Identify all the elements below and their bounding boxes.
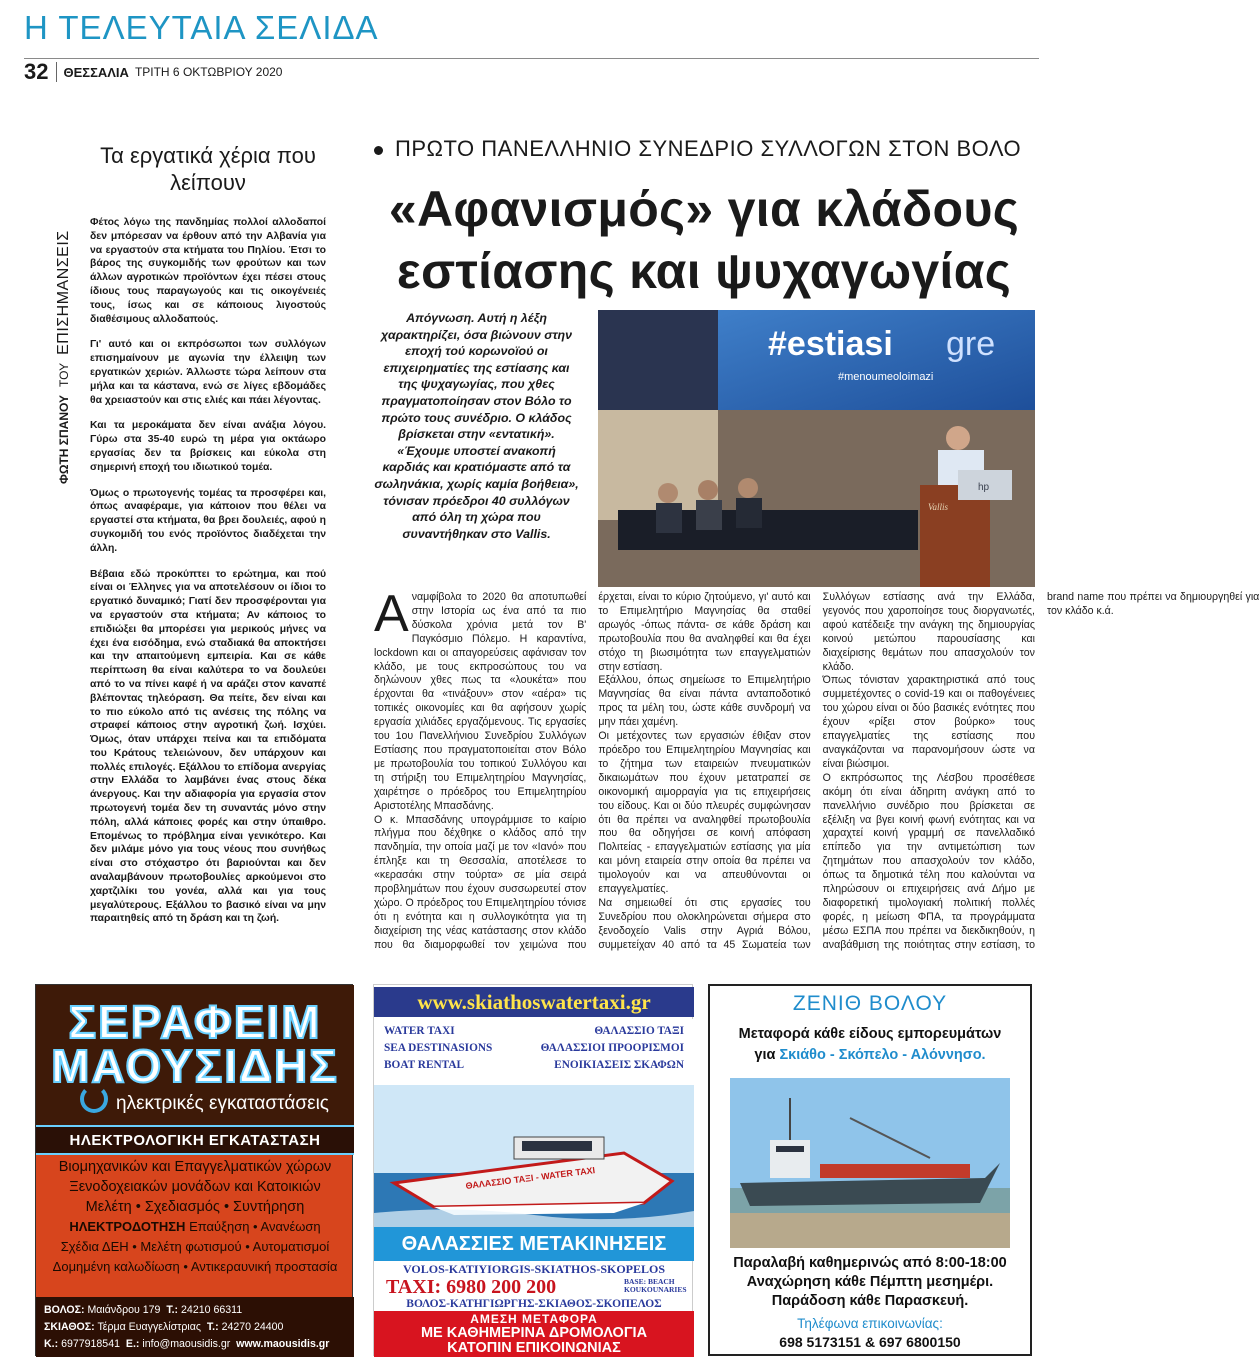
article-paragraph: Οι μετέχοντες των εργασιών έθιξαν στον πρόεδρο του Επιμελητηρίου Μαγνησίας και το ζήτημα των εταιρειών πνευματικών δικαιωμάτων που έχουν μετατραπεί σε οικονομική αιμορραγία για τις επιχειρήσεις του είδους. Και οι δύο πλευρές συμφώνησαν ότι θα πρέπει να αναληφθεί πρωτοβουλία που θα οδηγήσει σε κοινή απόφαση Πολιτείας - επαγγελματιών εστίασης για μία και μόνη εταιρεία στην οποία θα πρέπει να τιμολογούν και να απευθύνονται οι επαγγελματίες. — [598, 730, 811, 896]
ad2-services — [374, 1019, 694, 1085]
ad2-base-line: KOUKOUNARIES — [624, 1285, 687, 1294]
ad2-services-gr — [541, 1023, 684, 1081]
bullet-icon — [374, 146, 383, 155]
article-paragraph: Όπως τόνισταν χαρακτηριστικά από τους συμμετέχοντες ο covid-19 και οι παθογένειες του χώρου είναι οι δύο βασικές ενότητες που έχουν «ρίξει στον βούρκο» τους επαγγελματίες της εστίασης που αναγκάζονται να παρανομήσουν ώστε να είναι βιώσιμοι. — [822, 674, 1035, 770]
ad2-route-gr: ΒΟΛΟΣ-ΚΑΤΗΓΙΩΡΓΗΣ-ΣΚΙΑΘΟΣ-ΣΚΟΠΕΛΟΣ — [406, 1298, 662, 1310]
article-lead: Απόγνωση. Αυτή η λέξη χαρακτηρίζει, όσα βιώνουν στην εποχή τού κορωνοϊού οι επιχειρηματίες της εστίασης και της ψυχαγωγίας, που χθες πραγματοποίησαν στον Βόλο το πρώτο τους συνέδριο. Ο κλάδος βρίσκεται στην «εντατική». «Έχουμε υποστεί ανακοπή καρδιάς και κρατιόμαστε από τα σωληνάκια, χωρίς καμία βοήθεια», τόνισαν πρόεδροι 40 συλλόγων από όλη τη χώρα που συναντήθηκαν στο Vallis. — [374, 311, 579, 541]
ad-water-taxi — [373, 984, 693, 1356]
paper-name: ΘΕΣΣΑΛΙΑ — [63, 64, 129, 80]
article-headline — [374, 178, 1034, 302]
ad2-service: ΕΝΟΙΚΙΑΣΕΙΣ ΣΚΑΦΩΝ — [554, 1059, 684, 1071]
ad1-service-line: Σχέδια ΔΕΗ • Μελέτη φωτισμού • Αυτοματισμοί — [60, 1239, 330, 1254]
ad1-service-line: Βιομηχανικών και Επαγγελματικών χώρων — [58, 1159, 332, 1175]
ad1-service-line: Δομημένη καλωδίωση • Αντικεραυνική προστασία — [52, 1259, 338, 1274]
ad1-name-line1: ΣΕΡΑΦΕΙΜ — [68, 996, 322, 1048]
screen-subhashtag: #menoumeoloimazi — [838, 371, 934, 383]
ad1-service-line — [36, 1217, 354, 1237]
ad1-contact-line: Κ.: 6977918541 Ε.: info@maousidis.gr www.maousidis.gr — [44, 1338, 330, 1350]
boat-text: ΘΑΛΑΣΣΙΟ ΤΑΞΙ - WATER TAXI — [465, 1165, 596, 1191]
ad3-info-line: Παραλαβή καθημερινώς από 8:00-18:00 — [733, 1255, 1007, 1271]
byline-by: ΤΟΥ — [57, 362, 71, 387]
page-number: 32 — [24, 59, 49, 84]
ad2-service: SEA DESTINASIONS — [384, 1042, 493, 1054]
ad1-contact-line: ΒΟΛΟΣ: Μαιάνδρου 179 Τ.: 24210 66311 — [44, 1304, 243, 1316]
ad1-contact — [36, 1297, 354, 1357]
ad3-info-line: Παράδοση κάθε Παρασκευή. — [771, 1293, 969, 1309]
ad2-url: www.skiathoswatertaxi.gr — [374, 987, 694, 1017]
header-rule — [24, 58, 1039, 59]
headline-line: «Αφανισμός» για κλάδους — [388, 181, 1020, 237]
ad3-info-line: Αναχώρηση κάθε Πέμπτη μεσημέρι. — [746, 1274, 994, 1290]
opinion-paragraph: Και τα μεροκάματα δεν είναι ανάξια λόγου. Γύρω στα 35-40 ευρώ τη μέρα για οκτάωρο εργασίας δεν τα βρίσκεις και εύκολα στη σημερινή εποχή του ιδιωτικού τομέα. — [90, 420, 326, 473]
folio-separator — [56, 62, 57, 82]
page-header — [24, 8, 1039, 84]
ad-zenith — [708, 984, 1032, 1356]
ad1-services — [36, 1157, 354, 1277]
kicker-text: ΠΡΩΤΟ ΠΑΝΕΛΛΗΝΙΟ ΣΥΝΕΔΡΙΟ ΣΥΛΛΟΓΩΝ ΣΤΟΝ ΒΟΛΟ — [395, 136, 1022, 161]
ad2-bottom-line: ΜΕ ΚΑΘΗΜΕΡΙΝΑ ΔΡΟΜΟΛΟΓΙΑ — [420, 1325, 648, 1341]
ad2-taxi-phone: TAXI: 6980 200 200 — [386, 1276, 557, 1298]
opinion-paragraph: Γι' αυτό και οι εκπρόσωποι των συλλόγων επισημαίνουν με αγωνία την έλλειψη των εργατικών χεριών. Άλλωστε τώρα λείπουν στα μήλα και τα κάστανα, ενώ σε λίγες εβδομάδες θα χρειαστούν και στις ελιές και πάει λέγοντας. — [90, 339, 326, 406]
headline-line: εστίασης και ψυχαγωγίας — [396, 243, 1012, 299]
ad2-service: WATER TAXI — [384, 1025, 455, 1037]
ad1-band: ΗΛΕΚΤΡΟΛΟΓΙΚΗ ΕΓΚΑΤΑΣΤΑΣΗ — [36, 1125, 354, 1155]
ship-photo — [730, 1078, 1010, 1248]
ad3-destinations: Σκιάθο - Σκόπελο - Αλόννησο. — [779, 1047, 986, 1063]
ad2-bottom-line: ΑΜΕΣΗ ΜΕΤΑΦΟΡΑ — [470, 1312, 598, 1326]
ad3-phones: 698 5173151 & 697 6800150 — [779, 1334, 961, 1350]
opinion-paragraph: Όμως ο πρωτογενής τομέας τα προσφέρει και, όπως αναφέραμε, για κάποιον που θέλει να εργαστεί στα κτήματα, θα βρει δουλειές, αφού η συγκομιδή του ενός προϊόντος διαδέχεται την άλλη. — [90, 487, 326, 554]
ad1-service-rest: Επαύξηση • Ανανέωση — [185, 1219, 321, 1234]
article-paragraph — [374, 585, 587, 814]
plug-logo-icon — [80, 1085, 108, 1113]
ad3-text — [710, 1024, 1030, 1066]
ad1-service-line: Μελέτη • Σχεδιασμός • Συντήρηση — [85, 1199, 305, 1215]
ad-electrician — [35, 984, 353, 1356]
ad2-base-line: BASE: BEACH — [624, 1277, 675, 1286]
article-paragraph: Ο εκπρόσωπος της Λέσβου προσέθεσε ακόμη ότι είναι άδηριτη ανάγκη από το πανελλήνιο συνέδριο που βρίσκεται σε εξέλιξη να βγει κοινή φωνή ενότητας και να χαραχτεί κοινή γραμμή σε πανελλαδικό επίπεδο για την αντιμετώπιση των ζητημάτων που απασχολούν τον κλάδο, όπως τα δημοτικά τέλη που καλούνται να πληρώσουν οι επιχειρήσεις ανά Δήμο με διαφορετική τιμολογιακή πολιτική πολλές φορές, η μείωση ΦΠΑ, τα προγράμματα μέσω ΕΣΠΑ που πρέπει να διεκδικηθούν, η αναβάθμιση της ποιότητας στην εστίαση, το brand name που πρέπει να δημιουργηθεί για τον κλάδο κ.ά. — [822, 591, 1259, 951]
ad2-service: BOAT RENTAL — [384, 1059, 465, 1071]
boat-photo — [374, 1085, 694, 1231]
laptop-brand: hp — [978, 482, 990, 493]
ad1-service-line: Ξενοδοχειακών μονάδων και Κατοικιών — [69, 1179, 321, 1195]
ship-illustration — [730, 1078, 1010, 1248]
ad3-title: ΖΕΝΙΘ ΒΟΛΟΥ — [792, 992, 948, 1015]
conference-photo — [598, 310, 1035, 587]
ad2-bottom — [374, 1311, 694, 1357]
ad1-contact-line: ΣΚΙΑΘΟΣ: Τέρμα Ευαγγελίστριας Τ.: 24270 24400 — [44, 1321, 284, 1333]
ad1-name-line2: ΜΑΟΥΣΙΔΗΣ — [51, 1040, 339, 1092]
ad2-service: ΘΑΛΑΣΣΙΟ ΤΑΞΙ — [594, 1025, 684, 1037]
article-paragraph-text: ναμφίβολα το 2020 θα αποτυπωθεί στην Ιστορία ως ένα από τα πιο δύσκολα χρόνια μετά τον Β' Παγκόσμιο Πόλεμο. Η καραντίνα, lockdown και οι απαγορεύσεις αφάνισαν τον κλάδο, με τους εκπροσώπους του να δηλώνουν χθες πως τα «λουκέτα» που έρχονται θα «τινάξουν» στον «αέρα» τις τοπικές οικονομίες και θα αφήσουν χωρίς εργασία χιλιάδες εργαζόμενους. Τις εργασίες του 1ου Πανελλήνιου Συνεδρίου Συλλόγων Εστίασης που πραγματοποιείται στον Βόλο με πρωτοβουλία του τοπικού Συλλόγου και τη στήριξη του Επιμελητηρίου Μαγνησίας, χαιρέτησε ο πρόεδρος του Επιμελητηρίου Αριστοτέλης Μπασδάνης. — [374, 591, 587, 812]
ad1-subtitle: ηλεκτρικές εγκαταστάσεις — [116, 1093, 329, 1114]
ad2-service: ΘΑΛΑΣΣΙΟΙ ΠΡΟΟΡΙΣΜΟΙ — [540, 1042, 684, 1054]
article-kicker — [374, 136, 1034, 162]
conference-photo-illustration — [598, 310, 1035, 587]
opinion-paragraph: Φέτος λόγω της πανδημίας πολλοί αλλοδαποί δεν μπόρεσαν να έρθουν από την Αλβανία για να εργαστούν στα κτήματα του Πηλίου. Έτσι το βάρος της συγκομιδής των φρούτων και των άλλων αγροτικών προϊόντων έχει πέσει στους ίδιους τους παραγωγούς και τις οικογένειές τους, ίσως και σε κάποιους λιγοστούς διαθέσιμους αλλοδαπούς. — [90, 217, 326, 325]
boat-illustration — [374, 1085, 694, 1231]
ad3-text-line: Μεταφορά κάθε είδους εμπορευμάτων — [738, 1026, 1002, 1042]
article-paragraph: Εξάλλου, όπως σημείωσε το Επιμελητήριο Μαγνησίας θα είναι πάντα ανταποδοτικό προς τα μέλη του, ώστε κάθε συνδρομή να μην πάει χαμένη. — [598, 674, 811, 729]
ad2-bottom-line: ΚΑΤΟΠΙΝ ΕΠΙΚΟΙΝΩΝΙΑΣ — [447, 1340, 621, 1356]
ad3-phones-label: Τηλέφωνα επικοινωνίας: — [797, 1316, 943, 1331]
article-body — [374, 585, 1259, 958]
opinion-byline — [48, 214, 80, 484]
byline-column-name: ΕΠΙΣΗΜΑΝΣΕΙΣ — [55, 230, 72, 355]
issue-date: ΤΡΙΤΗ 6 ΟΚΤΩΒΡΙΟΥ 2020 — [134, 65, 283, 79]
ad1-service-bold: ΗΛΕΚΤΡΟΔΟΤΗΣΗ — [69, 1219, 186, 1234]
opinion-headline: Τα εργατικά χέρια που λείπουν — [100, 143, 316, 195]
opinion-column — [90, 142, 326, 938]
podium-label: Vallis — [928, 502, 949, 512]
ad2-base — [624, 1278, 687, 1294]
ad3-text-line: για Σκιάθο - Σκόπελο - Αλόννησο. — [754, 1047, 986, 1063]
byline-author: ΦΩΤΗ ΣΠΑΝΟΥ — [57, 394, 71, 484]
ad2-band: ΘΑΛΑΣΣΙΕΣ ΜΕΤΑΚΙΝΗΣΕΙΣ — [374, 1227, 694, 1261]
article-paragraph: Να σημειωθεί ότι στις εργασίες του Συνεδρίου που ολοκληρώνεται σήμερα στο ξενοδοχείο Valis στην Αγριά Βόλου, συμμετείχαν 40 από τα 45 Σωματεία των Συλλόγων εστίασης ανά την Ελλάδα, γεγονός που χαροποίησε τους διοργανωτές, αφού κατέδειξε την ανάγκη της δημιουργίας κοινού μετώπου παρουσίασης και διαχείρισης θεμάτων που απασχολούν τον κλάδο. — [598, 591, 1035, 951]
ad3-info — [710, 1254, 1030, 1311]
opinion-paragraph: Βέβαια εδώ προκύπτει το ερώτημα, και πού είναι οι Έλληνες για να αποτελέσουν οι ίδιοι το εργατικό δυναμικό; Γιατί δεν προσφέρονται για να εργαστούν στα κτήματα; Αν κάποιος το επιδιώξει θα μπορέσει για μερικούς μήνες να έχει ένα εισόδημα, ενώ σταδιακά θα αποκτήσει και την απαιτούμενη εμπειρία. Και σε κάθε περίπτωση θα είναι καλύτερα το να δουλεύει από το να πίνει καφέ ή να αράζει στον καναπέ βλέποντας τηλεόραση. Θα πείτε, δεν είναι και το πιο εύκολο από τις ανέσεις της πόλης να στραφεί κάποιος στην αγροτική ζωή. Ισχύει. Όμως, όταν υπάρχει πείνα και τα επιδόματα του Κράτους τελειώνουν, δεν υπάρχουν και πολλές επιλογές. Εξάλλου το επίδομα ανεργίας στην Ελλάδα το λαμβάνει ένας στους δέκα άνεργους. Και την αδιαφορία για εργασία στον πρωτογενή τομέα δεν τη συναντάς μόνο στην πόλη, αλλά κάποιες φορές και στην ύπαιθρο. Επομένως το πρόβλημα είναι γενικότερο. Και δεν μιλάμε μόνο για τους νέους που συνήθως είναι στο στόχαστρο ότι βαριούνται και δεν αναλαμβάνουν πρωτοβουλίες αρκούμενοι στο χαρτζιλίκι του γονέα, αλλά και για τους μεγαλύτερους. Εξάλλου το βασικό είναι να μην παραιτηθείς από τη δράση και τη ζωή. — [90, 568, 326, 925]
section-title: Η ΤΕΛΕΥΤΑΙΑ ΣΕΛΙΔΑ — [24, 9, 379, 46]
drop-cap: Α — [374, 585, 409, 643]
screen-hashtag: #estiasi — [768, 325, 893, 363]
folio — [24, 60, 282, 84]
screen-hashtag-suffix: gre — [946, 325, 996, 363]
article-paragraph: Ο κ. Μπασδάνης υπογράμμισε το καίριο πλήγμα που δέχθηκε ο κλάδος από την πανδημία, την οποία μαζί με τον «Ιανό» που έπληξε και τη Θεσσαλία, αποτέλεσε το «κερασάκι στην τούρτα» σε μία σειρά προβλημάτων που έχουν συσσωρευτεί στον χώρο. Ο πρόεδρος του Επιμελητηρίου τόνισε ότι η ενότητα και η συλλογικότητα για τη διαχείριση της νέας κατάστασης στον κλάδο που θα διαμορφωθεί τον χειμώνα που έρχεται, είναι το κύριο ζητούμενο, γι' αυτό και το Επιμελητήριο Μαγνησίας θα σταθεί αρωγός -όπως πάντα- σε κάθε δράση και πρωτοβουλία που θα αναληφθεί και θα έχει στόχο τη βιωσιμότητα των επαγγελματιών στην εστίαση. — [374, 591, 811, 951]
ad2-route-en: VOLOS-KATIYIORGIS-SKIATHOS-SKOPELOS — [402, 1262, 666, 1276]
ad2-services-en — [384, 1023, 492, 1081]
